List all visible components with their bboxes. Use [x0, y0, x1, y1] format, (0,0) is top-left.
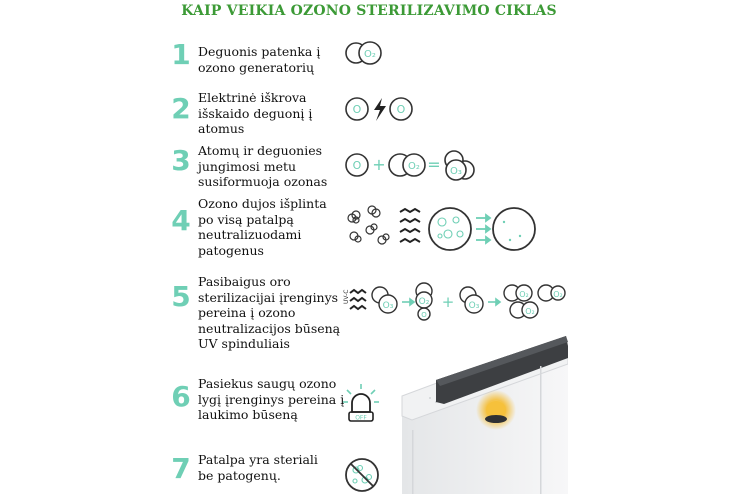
step-number: 3 — [171, 144, 191, 177]
no-pathogen-icon — [343, 456, 381, 494]
svg-text:O: O — [421, 311, 427, 319]
step-text: Pasibaigus oro sterilizacijai įrenginys pereina į ozono neutralizacijos būseną UV spinduliais — [198, 274, 341, 351]
step-text: Elektrinė iškrova išskaido deguonį į atomus — [198, 90, 313, 136]
step-number: 5 — [171, 280, 191, 313]
svg-text:O₃: O₃ — [468, 301, 480, 311]
step-text: Atomų ir deguonies jungimosi metu susiformuoja ozonas — [198, 143, 328, 189]
step-number: 2 — [171, 92, 191, 125]
step-text: Ozono dujos išplinta po visą patalpą neutralizuodami patogenus — [198, 196, 327, 258]
step-text: Deguonis patenka į ozono generatorių — [198, 44, 321, 75]
svg-text:O₂: O₂ — [418, 297, 430, 307]
infographic-sheet — [170, 0, 568, 494]
step-number: 1 — [171, 38, 191, 71]
uv-neutralization-icon — [340, 282, 566, 322]
o2-molecule-icon — [344, 38, 388, 68]
step-number: 4 — [171, 204, 191, 237]
svg-text:O₂: O₂ — [408, 161, 420, 172]
svg-text:OFF: OFF — [355, 414, 367, 422]
svg-text:O₂: O₂ — [525, 307, 535, 316]
svg-text:O₂: O₂ — [519, 290, 529, 299]
svg-text:O: O — [352, 159, 362, 172]
ozone-disinfection-icon — [344, 200, 540, 254]
svg-text:O₃: O₃ — [450, 166, 462, 177]
ozone-formation-icon — [344, 148, 484, 182]
plus-icon: + — [372, 155, 386, 174]
step-number: 7 — [171, 452, 191, 485]
step-number: 6 — [171, 380, 191, 413]
page-title: KAIP VEIKIA OZONO STERILIZAVIMO CIKLAS — [181, 3, 557, 19]
alarm-light-icon — [342, 382, 380, 426]
svg-text:O₃: O₃ — [382, 301, 394, 311]
electric-split-icon — [344, 94, 416, 124]
wind-arrows-icon — [400, 209, 420, 242]
svg-text:O: O — [352, 103, 362, 116]
equals-icon: = — [427, 155, 441, 174]
plus-icon: + — [441, 293, 455, 311]
lightning-icon — [374, 98, 386, 121]
step-text: Patalpa yra steriali be patogenų. — [198, 452, 318, 483]
ozone-generator-device-image — [400, 318, 568, 494]
svg-text:O₂: O₂ — [553, 290, 563, 299]
step-text: Pasiekus saugų ozono lygį įrenginys pereina į laukimo būseną — [198, 376, 345, 422]
uv-rays-icon — [350, 290, 366, 309]
svg-text:UV-C: UV-C — [343, 289, 350, 304]
svg-text:O₂: O₂ — [364, 49, 376, 60]
svg-text:O: O — [396, 103, 406, 116]
